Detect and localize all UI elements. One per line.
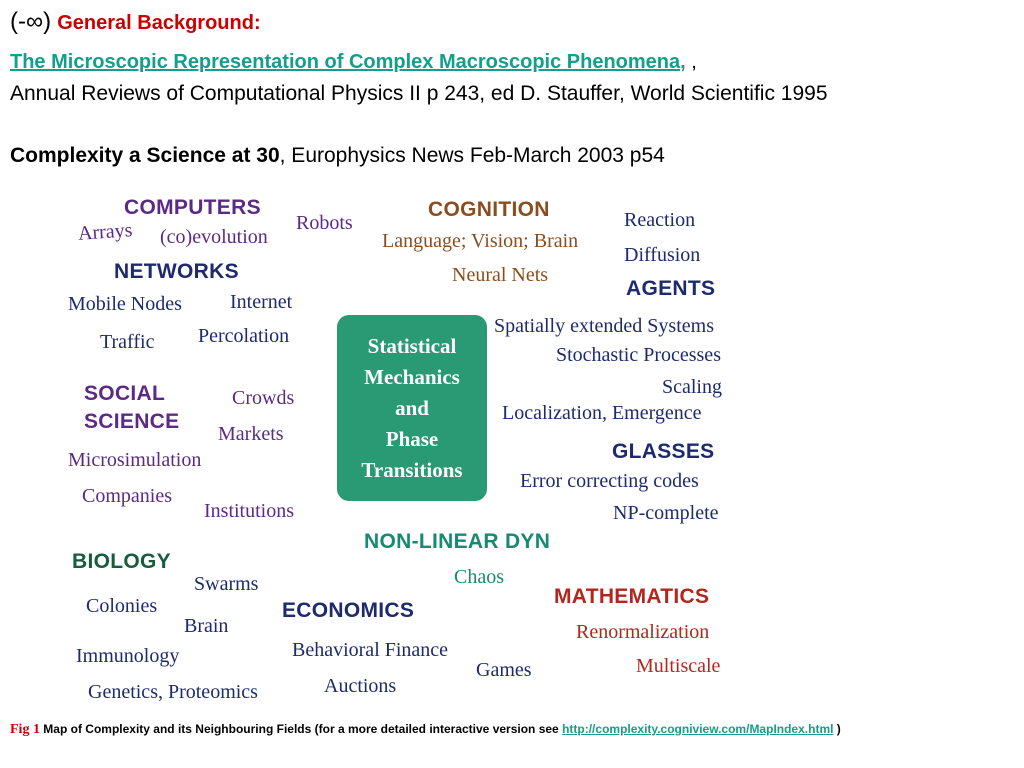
topic-neural-nets: Neural Nets (452, 264, 549, 286)
topic-institutions: Institutions (204, 500, 295, 522)
topic-scaling: Scaling (662, 376, 722, 398)
figure-caption (10, 722, 841, 738)
topic-internet: Internet (230, 291, 293, 313)
category-biology: BIOLOGY (72, 550, 171, 573)
category-glasses: GLASSES (612, 440, 715, 463)
topic-renormalization: Renormalization (576, 621, 710, 643)
category-networks: NETWORKS (114, 260, 239, 283)
header-line-1 (10, 8, 261, 36)
topic-crowds: Crowds (232, 387, 295, 409)
category-cognition: COGNITION (428, 198, 550, 221)
topic-localization: Localization, Emergence (502, 402, 702, 424)
citation-1: Annual Reviews of Computational Physics II p 243, ed D. Stauffer, World Scientific 1995 (10, 82, 828, 105)
topic-companies: Companies (82, 485, 172, 507)
figure-label: Fig 1 (10, 722, 40, 737)
topic-behavioral-finance: Behavioral Finance (292, 639, 449, 661)
caption-text: Map of Complexity and its Neighbouring Fields (for a more detailed interactive version see (39, 722, 563, 736)
category-agents: AGENTS (626, 277, 716, 300)
topic-percolation: Percolation (198, 325, 290, 347)
center-line: and (395, 395, 429, 420)
topic-immunology: Immunology (76, 645, 180, 667)
header-line-2 (10, 51, 697, 74)
topic-colonies: Colonies (86, 595, 158, 617)
topic-microsimulation: Microsimulation (68, 449, 202, 471)
topic-genetics-proteomics: Genetics, Proteomics (88, 681, 258, 703)
center-line: Transitions (361, 457, 463, 482)
topic-coevolution: (co)evolution (160, 226, 268, 248)
link-suffix: , (685, 51, 697, 73)
complexity-map (62, 188, 762, 708)
center-line: Mechanics (364, 364, 460, 389)
caption-link[interactable]: http://complexity.cogniview.com/MapIndex.html (562, 722, 834, 736)
category-economics: ECONOMICS (282, 599, 415, 622)
topic-mobile-nodes: Mobile Nodes (68, 293, 182, 315)
topic-error-correcting: Error correcting codes (520, 470, 699, 492)
citation-2-details: , Europhysics News Feb-March 2003 p54 (279, 144, 665, 167)
topic-traffic: Traffic (100, 331, 155, 353)
center-line: Phase (385, 426, 439, 451)
topic-arrays: Arrays (77, 219, 134, 245)
topic-spatially-extended: Spatially extended Systems (494, 315, 714, 337)
center-line: Statistical (367, 333, 457, 358)
topic-multiscale: Multiscale (636, 655, 721, 677)
topic-brain: Brain (184, 615, 229, 637)
citation-2-title: Complexity a Science at 30 (10, 144, 280, 167)
topic-stochastic: Stochastic Processes (556, 344, 721, 366)
category-computers: COMPUTERS (124, 196, 261, 219)
topic-chaos: Chaos (454, 566, 504, 588)
topic-markets: Markets (218, 423, 284, 445)
topic-auctions: Auctions (324, 675, 397, 697)
topic-swarms: Swarms (194, 573, 259, 595)
category-science: SCIENCE (84, 410, 180, 433)
reference-link[interactable]: The Microscopic Representation of Complex Macroscopic Phenomena, (10, 51, 686, 73)
topic-games: Games (476, 659, 532, 681)
caption-end: ) (833, 722, 841, 736)
topic-language-vision-brain: Language; Vision; Brain (382, 230, 579, 252)
category-social: SOCIAL (84, 382, 166, 405)
topic-diffusion: Diffusion (624, 244, 701, 266)
category-non-linear-dyn: NON-LINEAR DYN (364, 530, 551, 553)
category-mathematics: MATHEMATICS (554, 585, 710, 608)
center-box (337, 315, 487, 501)
section-title: General Background: (57, 12, 261, 34)
minus-infinity-label: (-∞) (10, 8, 52, 35)
topic-np-complete: NP-complete (613, 502, 719, 524)
topic-reaction: Reaction (624, 209, 696, 231)
topic-robots: Robots (296, 212, 353, 234)
citation-2 (10, 144, 665, 168)
